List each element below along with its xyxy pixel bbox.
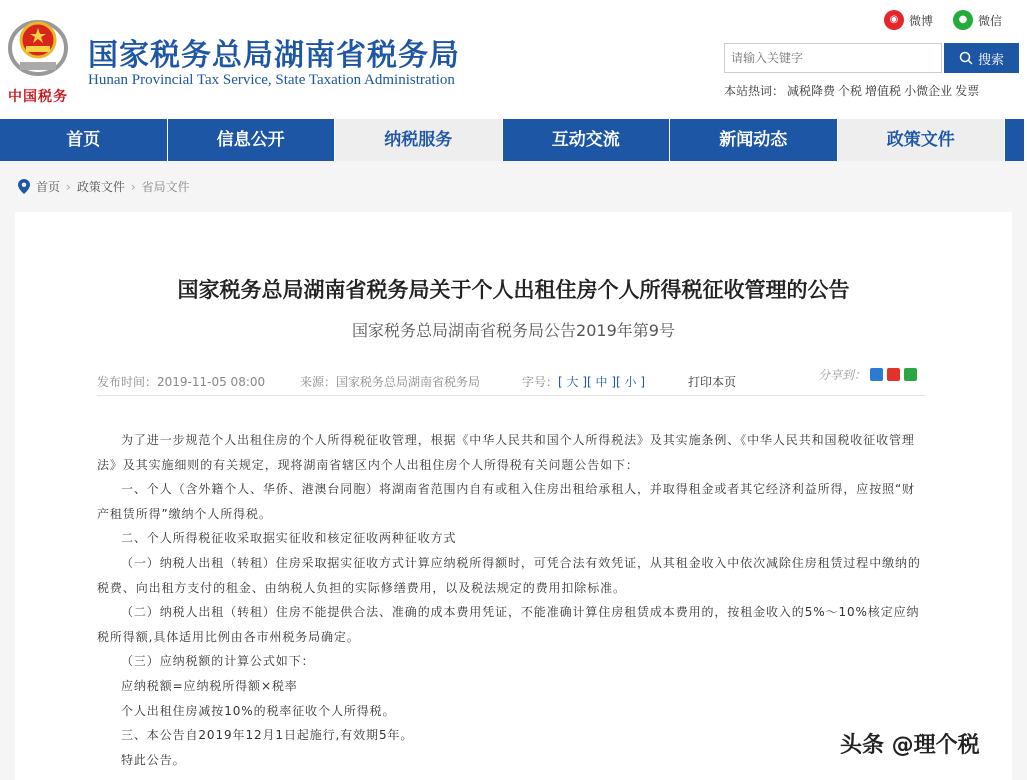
font-size-label: 字号： — [522, 375, 559, 389]
font-size-controls — [522, 373, 645, 390]
paragraph: 个人出租住房减按10%的税率征收个人所得税。 — [121, 703, 396, 718]
chevron-right-icon: › — [130, 179, 136, 194]
font-large-link[interactable]: [ 大 ] — [558, 375, 588, 389]
article-title: 国家税务总局湖南省税务局关于个人出租住房个人所得税征收管理的公告 — [177, 278, 850, 302]
site-subtitle: Hunan Provincial Tax Service, State Taxation Administration — [88, 72, 455, 88]
doc-number: 国家税务总局湖南省税务局公告2019年第9号 — [352, 321, 675, 340]
watermark: 头条 @理个税 — [840, 733, 980, 758]
hot-word[interactable]: 个税 — [838, 84, 863, 98]
breadcrumb-provincial[interactable]: 省局文件 — [141, 180, 190, 194]
search-input[interactable] — [724, 43, 942, 73]
nav-tax-service[interactable]: 纳税服务 — [335, 119, 503, 161]
seal-text: 中国税务 — [8, 89, 68, 105]
nav-tail — [1005, 119, 1025, 161]
print-link[interactable]: 打印本页 — [688, 375, 737, 389]
nav-policy-documents[interactable]: 政策文件 — [838, 119, 1006, 161]
hot-words — [724, 82, 982, 99]
paragraph: 为了进一步规范个人出租住房的个人所得税征收管理，根据《中华人民共和国个人所得税法》及其实施条例、《中华人民共和国税收征收管理法》及其实施细则的有关规定，现将湖南省辖区内个人出租住房个人所得税有关问题公告如下： — [97, 433, 915, 472]
share-label: 分享到： — [818, 368, 867, 382]
breadcrumb-policy[interactable]: 政策文件 — [76, 180, 125, 194]
article-body — [97, 428, 927, 772]
main-nav — [0, 119, 1027, 161]
national-emblem-icon — [6, 14, 70, 78]
hot-word[interactable]: 减税降费 — [787, 84, 836, 98]
paragraph: （二）纳税人出租（转租）住房不能提供合法、准确的成本费用凭证，不能准确计算住房租赁成本费用的，按租金收入的5%～10%核定应纳税所得额,具体适用比例由各市州税务局确定。 — [97, 605, 920, 644]
divider — [97, 395, 925, 396]
site-header — [0, 0, 1027, 119]
hot-word[interactable]: 发票 — [955, 84, 980, 98]
qzone-icon[interactable] — [870, 368, 883, 381]
hot-words-label: 本站热词： — [724, 84, 785, 98]
nav-home[interactable]: 首页 — [0, 119, 168, 161]
breadcrumb — [18, 178, 190, 195]
share-bar — [818, 366, 917, 383]
paragraph: 二、个人所得税征收采取据实征收和核定征收两种征收方式 — [121, 531, 457, 546]
source: 来源：国家税务总局湖南省税务局 — [300, 375, 481, 389]
breadcrumb-home[interactable]: 首页 — [36, 180, 61, 194]
font-medium-link[interactable]: [ 中 ] — [587, 375, 617, 389]
weibo-icon: ◉ — [884, 10, 904, 30]
weibo-link[interactable] — [884, 10, 933, 30]
paragraph: （三）应纳税额的计算公式如下： — [121, 654, 315, 669]
site-title[interactable]: 国家税务总局湖南省税务局 — [88, 38, 460, 73]
paragraph: 特此公告。 — [121, 752, 186, 767]
search-button-label: 搜索 — [977, 52, 1004, 68]
search-button[interactable] — [944, 43, 1019, 73]
formula: 应纳税额=应纳税所得额×税率 — [121, 678, 298, 693]
wechat-link[interactable] — [953, 10, 1002, 30]
wechat-label: 微信 — [978, 13, 1003, 28]
nav-info-disclosure[interactable]: 信息公开 — [168, 119, 336, 161]
chevron-right-icon: › — [66, 179, 71, 194]
hot-word[interactable]: 增值税 — [865, 84, 902, 98]
paragraph: 三、本公告自2019年12月1日起施行,有效期5年。 — [121, 728, 414, 743]
paragraph: 一、个人（含外籍个人、华侨、港澳台同胞）将湖南省范围内自有或租入住房出租给承租人，并取得租金或者其它经济利益所得，应按照“财产租赁所得”缴纳个人所得税。 — [97, 482, 916, 521]
publish-time: 发布时间：2019-11-05 08:00 — [97, 375, 266, 389]
wechat-share-icon[interactable] — [904, 368, 917, 381]
search-icon — [959, 51, 973, 65]
weibo-share-icon[interactable] — [887, 368, 900, 381]
weibo-label: 微博 — [909, 13, 934, 28]
font-small-link[interactable]: [ 小 ] — [616, 375, 646, 389]
hot-word[interactable]: 小微企业 — [904, 84, 953, 98]
wechat-icon: ● — [953, 10, 973, 30]
nav-news[interactable]: 新闻动态 — [670, 119, 838, 161]
paragraph: （一）纳税人出租（转租）住房采取据实征收方式计算应纳税所得额时，可凭合法有效凭证，从其租金收入中依次减除住房租赁过程中缴纳的税费、向出租方支付的租金、由纳税人负担的实际修缮费用，以及税法规定的费用扣除标准。 — [97, 555, 921, 595]
location-pin-icon — [18, 179, 30, 194]
nav-interaction[interactable]: 互动交流 — [503, 119, 671, 161]
